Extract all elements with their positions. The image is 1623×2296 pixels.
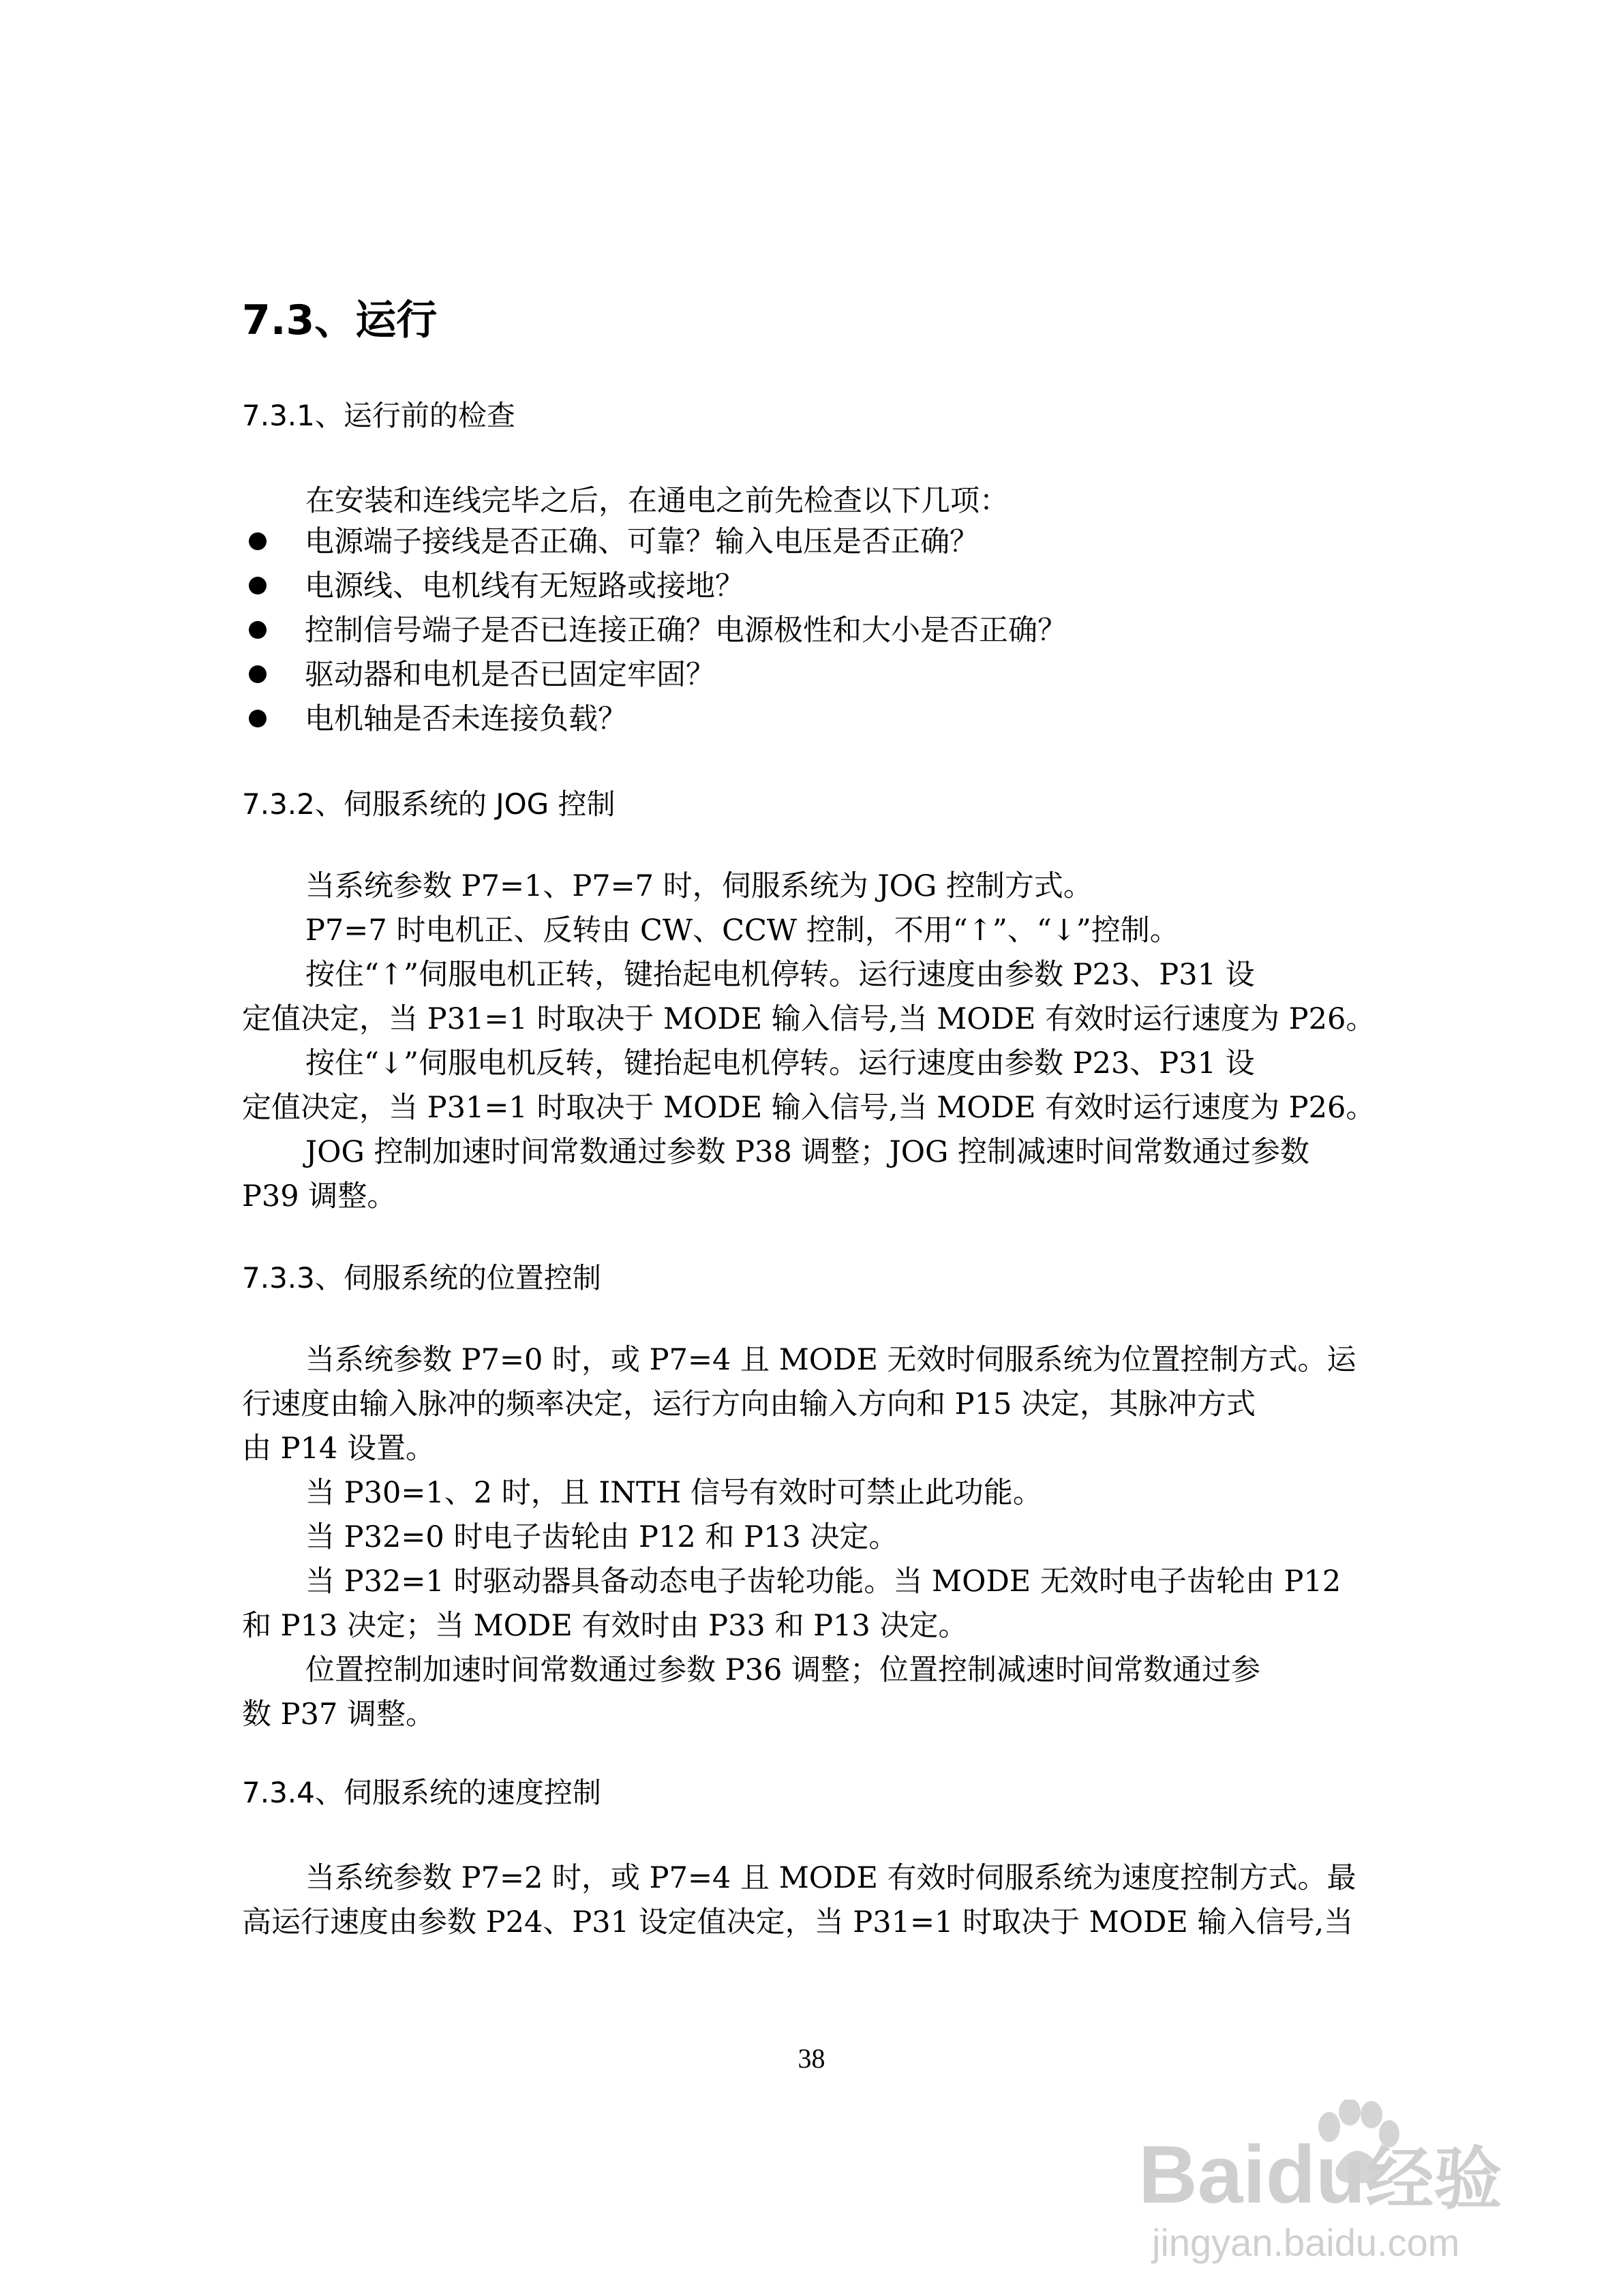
watermark-brand-latin: Bai: [1138, 2129, 1266, 2220]
page-number: 38: [798, 2043, 825, 2074]
subsection-title-7-3-2: 7.3.2、伺服系统的 JOG 控制: [242, 787, 616, 821]
paragraph-line: 行速度由输入脉冲的频率决定，运行方向由输入方向和 P15 决定，其脉冲方式: [242, 1387, 1256, 1421]
checklist-item-text: 控制信号端子是否已连接正确？电源极性和大小是否正确？: [305, 614, 1067, 648]
paragraph-line: 定值决定，当 P31=1 时取决于 MODE 输入信号,当 MODE 有效时运行速度为 P26。: [242, 1002, 1376, 1036]
watermark-brand-du: du: [1265, 2129, 1366, 2220]
paragraph-line: 由 P14 设置。: [242, 1432, 435, 1466]
paragraph-line: 当 P30=1、2 时，且 INTH 信号有效时可禁止此功能。: [305, 1476, 1042, 1510]
watermark-url: jingyan.baidu.com: [1152, 2221, 1460, 2264]
paragraph-line: 当系统参数 P7=0 时，或 P7=4 且 MODE 无效时伺服系统为位置控制方式。运: [305, 1343, 1356, 1377]
checklist-item-text: 驱动器和电机是否已固定牢固？: [305, 658, 715, 692]
subsection-title-7-3-1: 7.3.1、运行前的检查: [242, 399, 515, 432]
paragraph-line: P7=7 时电机正、反转由 CW、CCW 控制，不用“↑”、“↓”控制。: [305, 913, 1179, 948]
bullet-icon: [249, 621, 267, 639]
paragraph-line: 当 P32=1 时驱动器具备动态电子齿轮功能。当 MODE 无效时电子齿轮由 P12: [305, 1565, 1341, 1599]
bullet-icon: [249, 532, 267, 550]
paragraph-line: 位置控制加速时间常数通过参数 P36 调整；位置控制减速时间常数通过参: [305, 1653, 1260, 1687]
watermark-brand: [1138, 2127, 1502, 2227]
checklist-item-text: 电机轴是否未连接负载？: [305, 702, 627, 736]
paragraph-line: 高运行速度由参数 P24、P31 设定值决定，当 P31=1 时取决于 MODE 输入信号,当: [242, 1905, 1354, 1939]
baidu-jingyan-watermark: [1138, 2100, 1575, 2270]
paragraph-line: 当系统参数 P7=1、P7=7 时，伺服系统为 JOG 控制方式。: [305, 869, 1093, 903]
paragraph-line: 和 P13 决定；当 MODE 有效时由 P33 和 P13 决定。: [242, 1609, 968, 1643]
paragraph-line: 定值决定，当 P31=1 时取决于 MODE 输入信号,当 MODE 有效时运行速度为 P26。: [242, 1091, 1376, 1125]
watermark-brand-cn: 经验: [1365, 2139, 1502, 2219]
paragraph-line: 在安装和连线完毕之后，在通电之前先检查以下几项：: [305, 484, 1009, 518]
paragraph-line: 按住“↑”伺服电机正转，键抬起电机停转。运行速度由参数 P23、P31 设: [305, 958, 1255, 992]
bullet-icon: [249, 710, 267, 727]
checklist-item-text: 电源端子接线是否正确、可靠？输入电压是否正确？: [305, 525, 979, 559]
bullet-icon: [249, 665, 267, 683]
paragraph-line: 数 P37 调整。: [242, 1697, 435, 1732]
paragraph-line: 按住“↓”伺服电机反转，键抬起电机停转。运行速度由参数 P23、P31 设: [305, 1046, 1255, 1081]
subsection-title-7-3-3: 7.3.3、伺服系统的位置控制: [242, 1261, 601, 1295]
checklist-item-text: 电源线、电机线有无短路或接地？: [305, 569, 744, 603]
section-title: 7.3、运行: [242, 297, 438, 344]
paragraph-line: 当 P32=0 时电子齿轮由 P12 和 P13 决定。: [305, 1520, 898, 1554]
paragraph-line: JOG 控制加速时间常数通过参数 P38 调整；JOG 控制减速时间常数通过参数: [305, 1135, 1310, 1169]
paragraph-line: P39 调整。: [242, 1179, 397, 1213]
bullet-icon: [249, 577, 267, 594]
subsection-title-7-3-4: 7.3.4、伺服系统的速度控制: [242, 1776, 601, 1809]
paragraph-line: 当系统参数 P7=2 时，或 P7=4 且 MODE 有效时伺服系统为速度控制方式。最: [305, 1861, 1356, 1895]
